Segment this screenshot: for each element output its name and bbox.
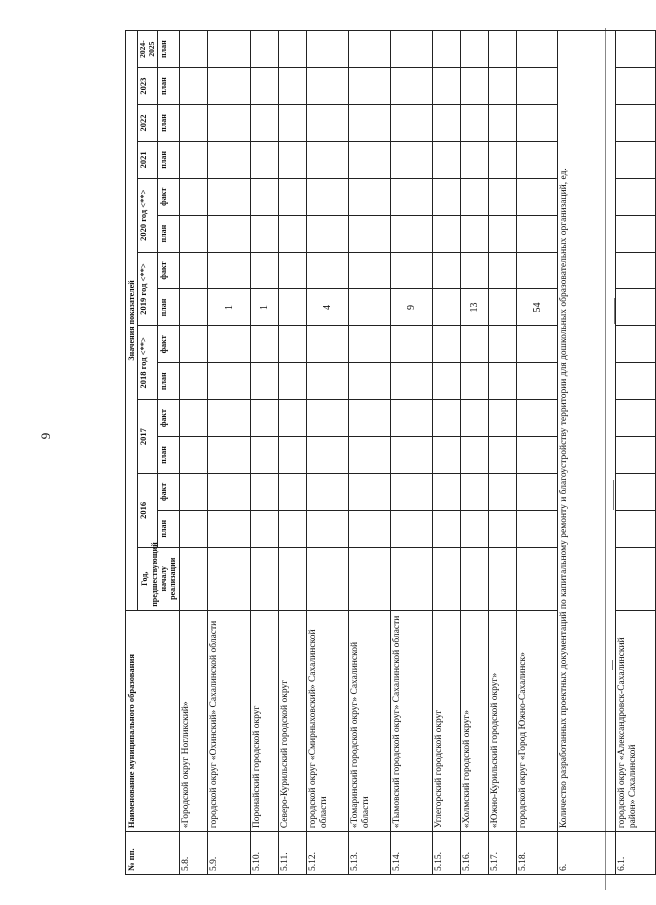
value-cell — [461, 105, 489, 142]
subheader-plan: план — [158, 105, 180, 142]
value-cell — [461, 437, 489, 474]
value-cell — [489, 363, 517, 400]
value-cell — [489, 437, 517, 474]
year-2022: 2022 — [138, 105, 158, 142]
value-cell — [279, 68, 307, 105]
municipality-name: городской округ «Смирныховский» Сахалинской области — [307, 610, 349, 831]
value-cell — [517, 215, 558, 252]
value-cell — [180, 363, 208, 400]
row-number: 5.8. — [180, 832, 208, 875]
value-cell — [180, 547, 208, 610]
value-cell — [279, 400, 307, 437]
value-cell — [517, 252, 558, 289]
value-cell — [461, 215, 489, 252]
value-cell — [489, 326, 517, 363]
value-cell — [208, 510, 251, 547]
value-cell — [433, 437, 461, 474]
subheader-plan: план — [158, 363, 180, 400]
value-cell — [307, 510, 349, 547]
col-header-base-year: Год, предшествующий началу реализации — [138, 547, 180, 610]
value-2019-plan — [180, 289, 208, 326]
value-cell — [279, 510, 307, 547]
value-cell — [489, 510, 517, 547]
value-cell — [208, 400, 251, 437]
municipality-name: городской округ «Охинский» Сахалинской области — [208, 610, 251, 831]
value-cell — [461, 178, 489, 215]
value-cell — [461, 252, 489, 289]
value-cell — [391, 31, 433, 68]
value-cell — [180, 178, 208, 215]
value-cell — [307, 105, 349, 142]
row-number: 5.17. — [489, 832, 517, 875]
value-cell — [251, 510, 279, 547]
value-2019-plan — [489, 289, 517, 326]
value-cell — [489, 215, 517, 252]
row-number: 5.18. — [517, 832, 558, 875]
value-cell — [349, 400, 391, 437]
subheader-plan: план — [158, 510, 180, 547]
value-cell — [461, 473, 489, 510]
table-row — [461, 31, 489, 875]
municipality-name: городской округ «Город Южно-Сахалинск» — [517, 610, 558, 831]
value-cell — [251, 363, 279, 400]
value-cell — [433, 547, 461, 610]
value-cell — [279, 326, 307, 363]
year-2016: 2016 — [138, 473, 158, 547]
value-cell — [307, 400, 349, 437]
value-cell — [349, 105, 391, 142]
value-cell — [180, 252, 208, 289]
value-cell — [349, 31, 391, 68]
value-cell — [433, 178, 461, 215]
value-cell — [251, 547, 279, 610]
row-number: 5.13. — [349, 832, 391, 875]
value-cell — [251, 326, 279, 363]
value-cell — [180, 437, 208, 474]
value-cell — [391, 252, 433, 289]
row-number: 5.10. — [251, 832, 279, 875]
value-cell — [391, 547, 433, 610]
value-cell — [180, 68, 208, 105]
value-cell — [391, 400, 433, 437]
value-cell — [251, 473, 279, 510]
value-cell — [251, 215, 279, 252]
year-2017: 2017 — [138, 400, 158, 474]
year-2024-2025: 2024-2025 — [138, 31, 158, 68]
year-2018: 2018 год <**> — [138, 326, 158, 400]
value-cell — [180, 31, 208, 68]
value-cell — [180, 400, 208, 437]
value-cell — [489, 547, 517, 610]
value-cell — [251, 400, 279, 437]
municipality-name: «Южно-Курильский городской округ» — [489, 610, 517, 831]
year-2020: 2020 год <**> — [138, 178, 158, 252]
value-cell — [208, 547, 251, 610]
value-cell — [349, 326, 391, 363]
subheader-plan: план — [158, 31, 180, 68]
section6-title: Количество разработанных проектных документаций по капитальному ремонту и благоустройству территории для дошкольных образовательных организаций, ед. — [558, 31, 616, 832]
subheader-fakt: факт — [158, 178, 180, 215]
table-row — [489, 31, 517, 875]
value-cell — [433, 215, 461, 252]
table-row — [349, 31, 391, 875]
value-cell — [517, 68, 558, 105]
value-cell — [517, 437, 558, 474]
value-cell — [180, 510, 208, 547]
value-cell — [349, 473, 391, 510]
value-cell — [433, 400, 461, 437]
value-cell — [251, 437, 279, 474]
value-cell — [208, 252, 251, 289]
value-cell — [180, 326, 208, 363]
value-cell — [307, 473, 349, 510]
table-row — [391, 31, 433, 875]
value-2019-plan — [349, 289, 391, 326]
value-cell — [391, 363, 433, 400]
table-row — [433, 31, 461, 875]
table-row — [517, 31, 558, 875]
value-cell — [251, 252, 279, 289]
value-cell — [279, 547, 307, 610]
value-cell — [279, 31, 307, 68]
value-cell — [517, 473, 558, 510]
value-cell — [279, 252, 307, 289]
value-2019-plan: 9 — [391, 289, 433, 326]
value-cell — [433, 31, 461, 68]
value-cell — [279, 141, 307, 178]
value-cell — [279, 473, 307, 510]
value-cell — [517, 510, 558, 547]
value-cell — [279, 105, 307, 142]
row-number: 5.14. — [391, 832, 433, 875]
value-cell — [517, 547, 558, 610]
value-cell — [208, 437, 251, 474]
value-2019-plan: 13 — [461, 289, 489, 326]
row-number: 5.16. — [461, 832, 489, 875]
value-cell — [517, 178, 558, 215]
value-cell — [279, 178, 307, 215]
value-cell — [208, 363, 251, 400]
value-cell — [489, 68, 517, 105]
value-2019-plan: 1 — [251, 289, 279, 326]
value-cell — [489, 178, 517, 215]
value-cell — [517, 31, 558, 68]
value-cell — [489, 31, 517, 68]
municipality-name: городской округ «Александровск-Сахалинский район» Сахалинской — [616, 610, 656, 831]
value-cell — [279, 437, 307, 474]
value-cell — [349, 68, 391, 105]
municipality-name: «Тымовский городской округ» Сахалинской области — [391, 610, 433, 831]
value-cell — [180, 141, 208, 178]
section6-number: 6. — [558, 832, 616, 875]
rotated-table-container — [125, 30, 639, 875]
value-cell — [391, 473, 433, 510]
value-cell — [208, 68, 251, 105]
value-cell — [433, 105, 461, 142]
value-cell — [279, 363, 307, 400]
value-cell — [349, 252, 391, 289]
value-cell — [208, 473, 251, 510]
value-cell — [433, 510, 461, 547]
value-cell — [433, 141, 461, 178]
table-row — [307, 31, 349, 875]
col-header-no: № пп. — [126, 832, 180, 875]
municipality-name: Поронайский городской округ — [251, 610, 279, 831]
value-cell — [391, 326, 433, 363]
year-2021: 2021 — [138, 141, 158, 178]
value-cell — [307, 215, 349, 252]
col-header-name: Наименование муниципального образования — [126, 610, 180, 831]
col-header-values: Значения показателей — [126, 31, 138, 611]
subheader-plan: план — [158, 289, 180, 326]
value-cell — [461, 31, 489, 68]
row-number: 6.1. — [616, 832, 656, 875]
value-cell — [180, 105, 208, 142]
subheader-plan: план — [158, 215, 180, 252]
value-2019-plan: 1 — [208, 289, 251, 326]
value-cell — [208, 31, 251, 68]
value-cell — [433, 363, 461, 400]
value-cell — [391, 510, 433, 547]
municipality-name: «Томаринский городской округ» Сахалинской области — [349, 610, 391, 831]
value-cell — [461, 141, 489, 178]
table-row — [279, 31, 307, 875]
value-2019-plan: 54 — [517, 289, 558, 326]
municipality-name: «Городской округ Ногликский» — [180, 610, 208, 831]
value-cell — [349, 141, 391, 178]
value-cell — [517, 141, 558, 178]
value-cell — [461, 326, 489, 363]
value-cell — [307, 437, 349, 474]
value-cell — [461, 68, 489, 105]
subheader-plan: план — [158, 437, 180, 474]
value-cell — [517, 326, 558, 363]
value-cell — [307, 68, 349, 105]
municipality-name: Северо-Курильский городской округ — [279, 610, 307, 831]
value-cell — [307, 141, 349, 178]
year-2019: 2019 год <**> — [138, 252, 158, 326]
value-cell — [208, 326, 251, 363]
value-2019-plan — [433, 289, 461, 326]
value-cell — [391, 141, 433, 178]
value-cell — [251, 105, 279, 142]
value-cell — [208, 215, 251, 252]
value-cell — [349, 547, 391, 610]
value-cell — [307, 547, 349, 610]
subheader-plan: план — [158, 141, 180, 178]
value-cell — [433, 68, 461, 105]
value-cell — [208, 178, 251, 215]
municipality-name: «Холмский городской округ» — [461, 610, 489, 831]
value-cell — [461, 547, 489, 610]
value-cell — [391, 68, 433, 105]
row-number: 5.9. — [208, 832, 251, 875]
table-row — [208, 31, 251, 875]
value-cell — [391, 178, 433, 215]
value-cell — [489, 105, 517, 142]
value-2019-plan: 4 — [307, 289, 349, 326]
subheader-fakt: факт — [158, 400, 180, 437]
value-cell — [251, 68, 279, 105]
row-number: 5.15. — [433, 832, 461, 875]
value-cell — [391, 105, 433, 142]
value-cell — [349, 215, 391, 252]
value-cell — [208, 141, 251, 178]
value-cell — [307, 178, 349, 215]
value-cell — [279, 215, 307, 252]
value-cell — [461, 510, 489, 547]
year-2023: 2023 — [138, 68, 158, 105]
indicator-table — [125, 30, 656, 875]
value-cell — [489, 400, 517, 437]
value-cell — [307, 252, 349, 289]
value-cell — [517, 400, 558, 437]
row-number: 5.12. — [307, 832, 349, 875]
value-cell — [433, 326, 461, 363]
value-cell — [349, 363, 391, 400]
subheader-fakt: факт — [158, 473, 180, 510]
value-cell — [517, 105, 558, 142]
value-cell — [349, 510, 391, 547]
subheader-fakt: факт — [158, 252, 180, 289]
value-cell — [391, 215, 433, 252]
value-cell — [251, 141, 279, 178]
value-cell — [251, 31, 279, 68]
value-cell — [251, 178, 279, 215]
row-number: 5.11. — [279, 832, 307, 875]
value-cell — [349, 437, 391, 474]
value-cell — [433, 473, 461, 510]
table-row — [251, 31, 279, 875]
value-cell — [489, 252, 517, 289]
value-cell — [307, 363, 349, 400]
value-cell — [517, 363, 558, 400]
value-cell — [489, 473, 517, 510]
municipality-name: Углегорский городской округ — [433, 610, 461, 831]
subheader-fakt: факт — [158, 326, 180, 363]
value-cell — [349, 178, 391, 215]
value-cell — [433, 252, 461, 289]
value-cell — [180, 473, 208, 510]
value-cell — [307, 31, 349, 68]
value-cell — [180, 215, 208, 252]
value-cell — [489, 141, 517, 178]
value-cell — [461, 400, 489, 437]
table-row — [180, 31, 208, 875]
value-cell — [208, 105, 251, 142]
value-2019-plan — [279, 289, 307, 326]
subheader-plan: план — [158, 68, 180, 105]
value-cell — [461, 363, 489, 400]
page-number: 9 — [38, 432, 53, 440]
value-cell — [391, 437, 433, 474]
value-cell — [307, 326, 349, 363]
